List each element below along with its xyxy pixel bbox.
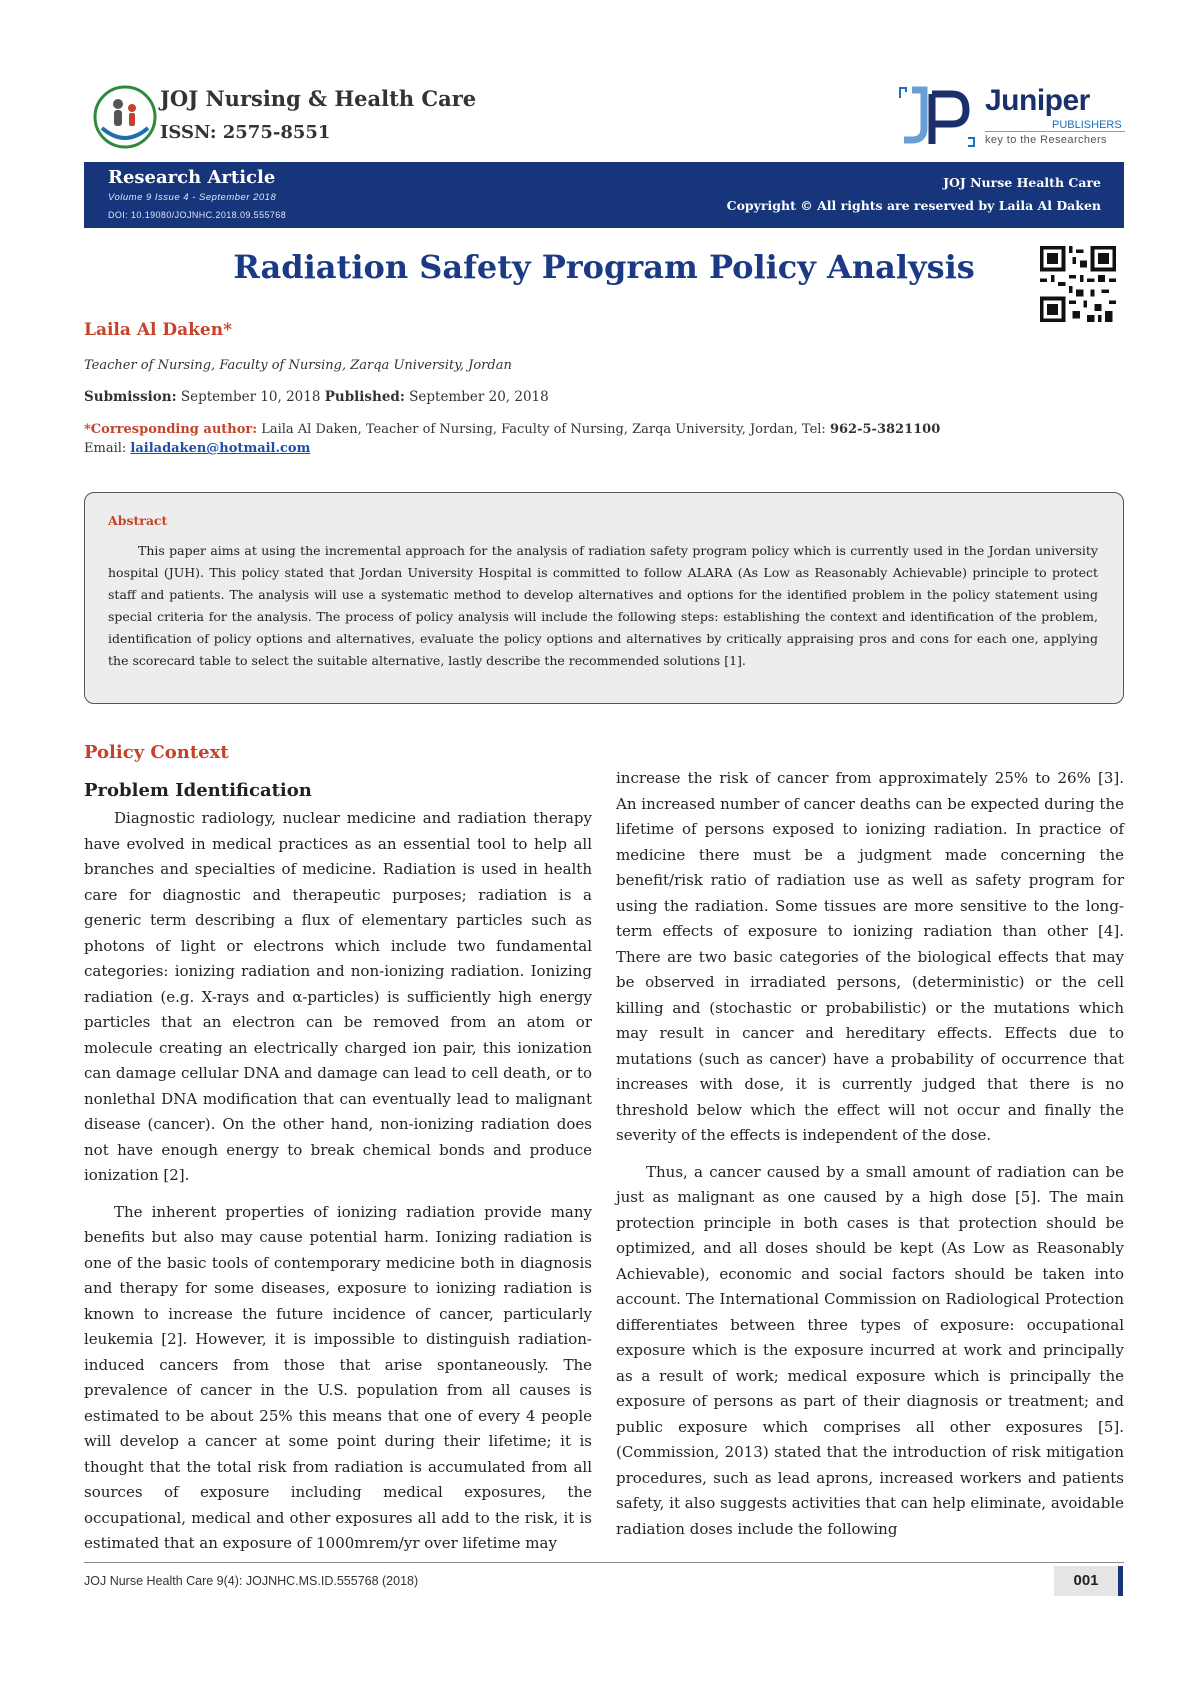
subsection-heading: Problem Identification (84, 780, 312, 801)
corresponding-text: Laila Al Daken, Teacher of Nursing, Faculty of Nursing, Zarqa University, Jordan, Tel: (261, 422, 826, 437)
corresponding-tel: 962-5-3821100 (829, 422, 941, 437)
journal-issn: ISSN: 2575-8551 (160, 122, 331, 143)
copyright-notice: Copyright © All rights are reserved by Laila Al Daken (726, 198, 1101, 213)
submission-label: Submission: (84, 389, 177, 405)
paragraph: Diagnostic radiology, nuclear medicine and radiation therapy have evolved in medical practices as an essential tool to help all branches and specialties of medicine. Radiation is used in health care for diagnostic and therapeutic purposes; radiation is a generic term describing a flux of elementary particles such as photons of light or electrons which include two fundamental categories: ionizing radiation and non-ionizing radiation. Ionizing radiation (e.g. X-rays and α-particles) is sufficiently high energy particles that an electron can be removed from an atom or molecule creating an electrically charged ion pair, this ionization can damage cellular DNA and damage can lead to cell death, or to nonlethal DNA modification that can eventually lead to malignant disease (cancer). On the other hand, non-ionizing radiation does not have enough energy to break chemical bonds and produce ionization [2]. (84, 809, 592, 1184)
paragraph: Thus, a cancer caused by a small amount of radiation can be just as malignant as one caused by a high dose [5]. The main protection principle in both cases is that protection should be optimized, and all doses should be kept (As Low as Reasonably Achievable), economic and social factors should be taken into account. The International Commission on Radiological Protection differentiates between three types of exposure: occupational exposure which is the exposure incurred at work and principally as a result of work; medical exposure which is principally the exposure of persons as part of their diagnosis or treatment; and public exposure which comprises all other exposures [5]. (Commission, 2013) stated that the introduction of risk mitigation procedures, such as lead aprons, increased workers and patients safety, it also suggests activities that can help eliminate, avoidable radiation doses include the following (616, 1162, 1124, 1538)
author-affiliation: Teacher of Nursing, Faculty of Nursing, Zarqa University, Jordan (84, 358, 512, 373)
journal-logo-icon (92, 84, 158, 150)
paragraph: The inherent properties of ionizing radiation provide many benefits but also may cause potential harm. Ionizing radiation is one of the basic tools of contemporary medicine both in diagnosis and therapy for some diseases, exposure to ionizing radiation is known to increase the future incidence of cancer, particularly leukemia [2]. However, it is impossible to distinguish radiation-induced cancers from those that arise spontaneously. The prevalence of cancer in the U.S. population from all causes is estimated to be about 25% this means that one of every 4 people will develop a cancer at some point during their lifetime; it is thought that the total risk from radiation is accumulated from all sources of exposure including medical exposures, the occupational, medical and other exposures all add to the risk, it is estimated that an exposure of 1000mrem/yr over lifetime may (84, 1202, 592, 1552)
email-label: Email: (84, 441, 127, 456)
article-dates (84, 389, 549, 405)
email-link[interactable]: lailadaken@hotmail.com (130, 441, 311, 456)
left-column (84, 806, 592, 1557)
article-volume: Volume 9 Issue 4 - September 2018 (108, 192, 277, 203)
section-heading: Policy Context (84, 742, 229, 763)
journal-name: JOJ Nursing & Health Care (160, 86, 477, 111)
footer-citation: JOJ Nurse Health Care 9(4): JOJNHC.MS.ID.555768 (2018) (84, 1574, 419, 1588)
publisher-divider (985, 131, 1125, 132)
abstract-text: This paper aims at using the incremental approach for the analysis of radiation safety program policy which is currently used in the Jordan university hospital (JUH). This policy stated that Jordan University Hospital is committed to follow ALARA (As Low as Reasonably Achievable) principle to protect staff and patients. The analysis will use a systematic method to develop alternatives and options for the identified problem in the policy statement using special criteria for the analysis. The process of policy analysis will include the following steps: establishing the context and identification of the problem, identification of policy options and alternatives, evaluate the policy options and alternatives by critically appraising pros and cons for each one, applying the scorecard table to select the suitable alternative, lastly describe the recommended solutions [1]. (108, 543, 1098, 668)
paragraph: increase the risk of cancer from approximately 25% to 26% [3]. An increased number of cancer deaths can be expected during the lifetime of persons exposed to ionizing radiation. In practice of medicine there must be a judgment made concerning the benefit/risk ratio of radiation use as well as safety program for using the radiation. Some tissues are more sensitive to the long-term effects of exposure to ionizing radiation than other [4]. There are two basic categories of the biological effects that may be observed in irradiated persons, (deterministic) or the cell killing and (stochastic or probabilistic) or the mutations which may result in cancer and hereditary effects. Effects due to mutations (such as cancer) have a probability of occurrence that increases with dose, it is currently judged that there is no threshold below which the effect will not occur and finally the severity of the effects is independent of the dose. (616, 769, 1124, 1144)
footer-divider (84, 1562, 1124, 1563)
article-title: Radiation Safety Program Policy Analysis (233, 248, 975, 286)
journal-short-name: JOJ Nurse Health Care (943, 175, 1101, 190)
published-date: September 20, 2018 (409, 389, 549, 405)
juniper-logo-icon (898, 86, 976, 148)
corresponding-label: *Corresponding author: (84, 422, 258, 437)
page-number: 001 (1054, 1566, 1123, 1596)
article-type: Research Article (108, 167, 276, 188)
submission-date: September 10, 2018 (180, 389, 321, 405)
corresponding-author (84, 420, 1124, 458)
publisher-name: Juniper (985, 84, 1090, 117)
author-name: Laila Al Daken* (84, 320, 232, 340)
qr-code-icon[interactable] (1040, 246, 1116, 322)
right-column (616, 766, 1124, 1542)
abstract-heading: Abstract (108, 513, 168, 528)
publisher-tagline: key to the Researchers (985, 134, 1107, 146)
published-label: Published: (324, 389, 405, 405)
article-doi[interactable]: DOI: 10.19080/JOJNHC.2018.09.555768 (108, 210, 287, 220)
publisher-sub: PUBLISHERS (1052, 119, 1122, 131)
